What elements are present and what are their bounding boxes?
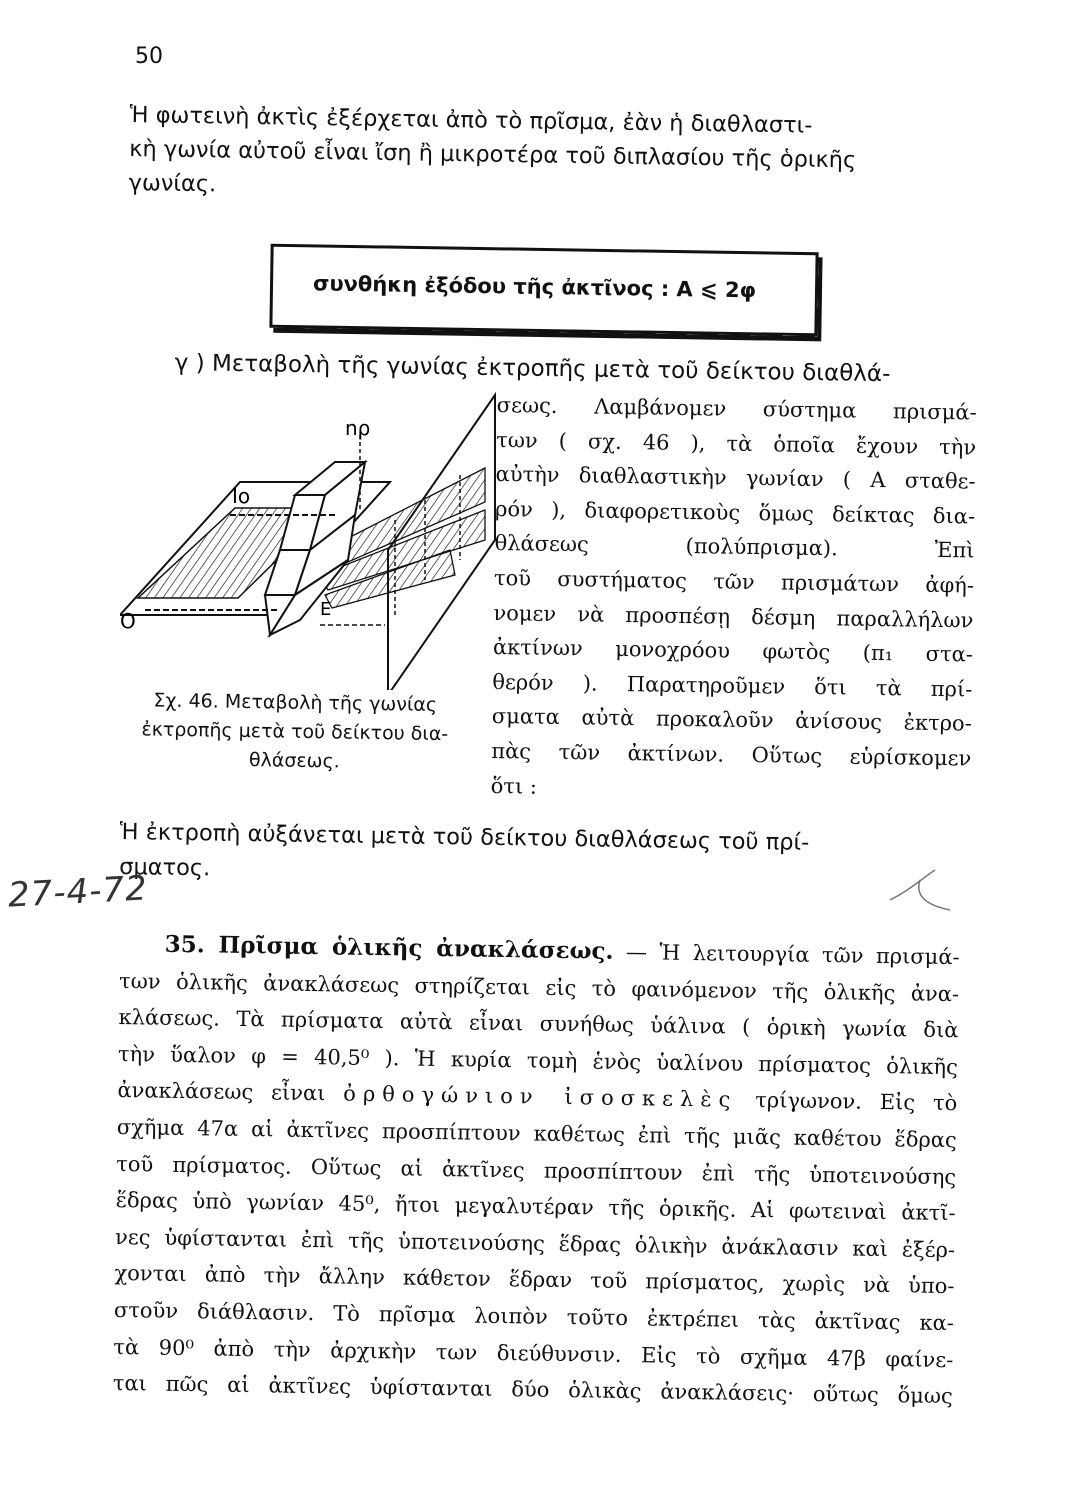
text-line: κὴ γωνία αὐτοῦ εἶναι ἴση ἢ μικροτέρα τοῦ διπλασίου τῆς ὁρικῆς [128,135,857,174]
figure-caption: Σχ. 46. Μεταβολὴ τῆς γωνίας ἐκτροπῆς μετὰ τοῦ δείκτου δια-θλάσεως. [141,689,449,773]
text-span: — Ἡ λειτουργία τῶν πρισμά- [625,939,960,970]
text-line: σεως. Λαμβάνομεν σύστημα πρισμά- [496,392,977,425]
condition-box [269,244,818,337]
text-line: θλάσεως (πολύπρισμα). Ἐπὶ [494,531,975,563]
text-line: ἕδρας ὑπὸ γωνίαν 45⁰, ἤτοι μεγαλυτέραν τῆς ὁρικῆς. Αἱ φωτειναὶ ἀκτῖ- [115,1188,956,1226]
intro-paragraph [128,98,969,213]
text-span: ἀνακλάσεως εἶναι [117,1078,326,1106]
label-io: Ιο [232,484,251,508]
text-line: σματα αὐτὰ προκαλοῦν ἀνίσους ἐκτρο- [491,704,972,736]
condition-text: συνθήκη ἐξόδου τῆς ἀκτῖνος : Α ⩽ 2φ [312,271,757,303]
section-35 [113,926,960,1415]
label-np: nρ [345,416,371,440]
label-o: Ο [120,609,136,633]
page-number: 50 [135,44,163,69]
text-line: τὰ 90⁰ ἀπὸ τὴν ἀρχικὴν των διεύθυνσιν. Εἰς τὸ σχῆμα 47β φαίνε- [113,1334,954,1372]
text-line: των ὁλικῆς ἀνακλάσεως στηρίζεται εἰς τὸ φαινόμενον τῆς ὁλικῆς ἀνα- [118,968,960,1006]
text-line: τοῦ συστήματος τῶν πρισμάτων ἀφή- [493,565,975,598]
section-g-body [490,388,976,811]
text-line: νομεν νὰ προσπέσῃ δέσμη παραλλήλων [493,600,974,633]
text-line: πὰς τῶν ἀκτίνων. Οὕτως εὑρίσκομεν [491,738,972,771]
section-35-heading: 35. Πρῖσμα ὁλικῆς ἀνακλάσεως. [164,930,614,965]
text-span: τρίγωνον. Εἰς τὸ [755,1088,958,1116]
figure-46 [120,390,500,690]
text-line: Ἡ ἐκτροπὴ αὐξάνεται μετὰ τοῦ δείκτου διαθλάσεως τοῦ πρί- [119,818,810,856]
text-line: ὅτι : [490,773,538,799]
text-line: σχῆμα 47α αἱ ἀκτῖνες προσπίπτουν καθέτως ἐπὶ τῆς μιᾶς καθέτου ἕδρας [116,1114,957,1153]
text-line: τοῦ πρίσματος. Οὕτως αἱ ἀκτῖνες προσπίπτουν ἐπὶ τῆς ὑποτεινούσης [116,1151,957,1189]
text-line: χονται ἀπὸ τὴν ἄλλην κάθετον ἕδραν τοῦ πρίσματος, χωρὶς νὰ ὑπο- [114,1261,955,1299]
text-line: νες ὑφίστανται ἐπὶ τῆς ὑποτεινούσης ἕδρας ὁλικὴν ἀνάκλασιν καὶ ἐξέρ- [114,1224,956,1262]
text-line: στοῦν διάθλασιν. Τὸ πρῖσμα λοιπὸν τοῦτο ἐκτρέπει τὰς ἀκτῖνας κα- [113,1297,955,1336]
conclusion-paragraph [119,815,980,898]
text-line: θερόν ). Παρατηροῦμεν ὅτι τὰ πρί- [492,669,973,702]
text-line: κλάσεως. Τὰ πρίσματα αὐτὰ εἶναι συνήθως ὑάλινα ( ὁρικὴ γωνία διὰ [118,1005,959,1043]
pencil-mark [880,860,960,920]
polyprism-diagram [120,390,500,690]
text-line: γωνίας. [128,169,217,198]
text-line: ται πῶς αἱ ἀκτῖνες ὑφίστανται δύο ὁλικὰς ἀνακλάσεις· οὕτως ὅμως [112,1371,953,1409]
section-g-heading: γ ) Μεταβολὴ τῆς γωνίας ἐκτροπῆς μετὰ τοῦ δείκτου διαθλά- [174,350,891,388]
handwritten-date: 27-4-72 [7,868,149,916]
text-line: σματος. [118,853,211,882]
text-line: Ἡ φωτεινὴ ἀκτὶς ἐξέρχεται ἀπὸ τὸ πρῖσμα, ἐὰν ἡ διαθλαστι- [129,101,813,139]
text-line: των ( σχ. 46 ), τὰ ὁποῖα ἔχουν τὴν [496,427,977,460]
emphasis-span: ὀρθογώνιον ἰσοσκελὲς [343,1081,738,1113]
text-line: ρόν ), διαφορετικοὺς ὅμως δείκτας δια- [494,496,976,529]
label-e: Ε [320,599,332,620]
text-line: αὐτὴν διαθλαστικὴν γωνίαν ( Α σταθε- [495,462,976,494]
text-line: τὴν ὕαλον φ = 40,5⁰ ). Ἡ κυρία τομὴ ἑνὸς ὑαλίνου πρίσματος ὁλικῆς [117,1041,959,1079]
text-line: ἀκτίνων μονοχρόου φωτὸς (π₁ στα- [492,635,974,667]
